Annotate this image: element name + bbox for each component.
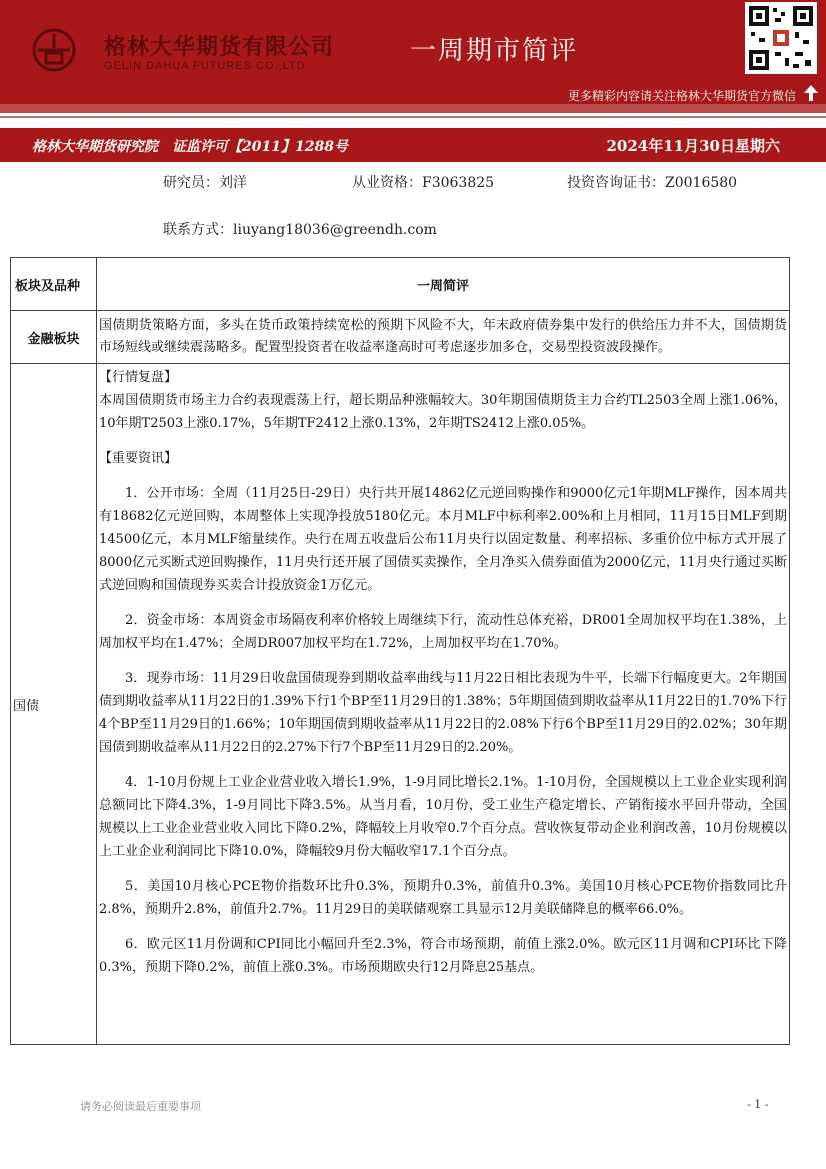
news-item-open-market: 1．公开市场：全周（11月25日-29日）央行共开展14862亿元逆回购操作和9000亿元1年期MLF操作，因本周共有18682亿元逆回购，本周整体上实现净投放5180亿元。本月MLF中标利率2.00%和上月相同，11月15日MLF到期14500亿元，本月MLF缩量续作。央行在周五收盘后公布11月央行以固定数量、利率招标、多重价位中标方式开展了8000亿元买断式逆回购操作，11月央行还开展了国债买卖操作，全月净买入债券面值为2000亿元，11月央行通过买断式逆回购和国债现券买卖合计投放资金1万亿元。	[99, 486, 787, 593]
weekly-review-table	[10, 257, 790, 1045]
news-section-title: 【重要资讯】	[99, 451, 178, 466]
bond-label: 国债	[11, 364, 97, 1045]
page-number: - 1 -	[747, 1098, 769, 1111]
institute-license: 格林大华期货研究院 证监许可【2011】1288号	[32, 139, 348, 155]
header-divider-thin	[0, 116, 826, 118]
news-item-money-market: 2．资金市场：本周资金市场隔夜利率价格较上周继续下行，流动性总体充裕，DR001全周加权平均在1.38%，上周加权平均在1.47%；全周DR007加权平均在1.72%，上周加权平均在1.70%。	[99, 613, 787, 651]
news-item-euro-cpi: 6．欧元区11月份调和CPI同比小幅回升至2.3%，符合市场预期，前值上涨2.0%。欧元区11月调和CPI环比下降0.3%，预期下降0.2%，前值上涨0.3%。市场预期欧央行12月降息25基点。	[99, 937, 787, 975]
report-date: 2024年11月30日星期六	[606, 137, 780, 155]
company-name-cn: 格林大华期货有限公司	[104, 35, 335, 60]
researcher-name: 研究员：刘洋	[163, 175, 247, 191]
finance-summary: 国债期货策略方面，多头在货币政策持续宽松的预期下风险不大，年末政府债券集中发行的供给压力并不大，国债期货市场短线或继续震荡略多。配置型投资者在收益率逢高时可考虑逐步加多仓，交易型投资波段操作。	[97, 311, 790, 364]
column-header-sector: 板块及品种	[11, 258, 97, 311]
up-arrow-icon	[803, 84, 819, 102]
table-row-finance	[11, 311, 790, 364]
company-name-en: GELIN DAHUA FUTURES CO.,LTD	[104, 60, 306, 72]
follow-wechat-text: 更多精彩内容请关注格林大华期货官方微信	[567, 89, 796, 103]
advisory-certificate: 投资咨询证书：Z0016580	[567, 175, 738, 191]
column-header-review: 一周简评	[97, 258, 790, 311]
company-logo-icon	[32, 28, 76, 72]
review-text: 本周国债期货市场主力合约表现震荡上行，超长期品种涨幅较大。30年期国债期货主力合约TL2503全周上涨1.06%，10年期T2503上涨0.17%，5年期TF2412上涨0.13%，2年期TS2412上涨0.05%。	[99, 393, 787, 431]
header-divider	[0, 104, 826, 113]
table-header-row	[11, 258, 790, 311]
qr-code-icon[interactable]	[745, 2, 817, 74]
finance-sector-label: 金融板块	[11, 311, 97, 364]
table-row-bond	[11, 364, 790, 1045]
news-item-spot-market: 3．现券市场：11月29日收盘国债现券到期收益率曲线与11月22日相比表现为牛平，长端下行幅度更大。2年期国债到期收益率从11月22日的1.39%下行1个BP至11月29日的1.38%；5年期国债到期收益率从11月22日的1.70%下行4个BP至11月29日的1.66%；10年期国债到期收益率从11月22日的2.08%下行6个BP至11月29日的2.02%；30年期国债到期收益率从11月22日的2.27%下行7个BP至11月29日的2.20%。	[99, 671, 787, 755]
contact-email: 联系方式：liuyang18036@greendh.com	[163, 222, 437, 238]
bond-review	[97, 364, 790, 1045]
report-title: 一周期市简评	[410, 36, 579, 66]
review-section-title: 【行情复盘】	[99, 370, 178, 385]
qualification-number: 从业资格：F3063825	[352, 175, 495, 191]
news-item-us-pce: 5．美国10月核心PCE物价指数环比升0.3%，预期升0.3%，前值升0.3%。美国10月核心PCE物价指数同比升2.8%，预期升2.8%，前值升2.7%。11月29日的美联储观察工具显示12月美联储降息的概率66.0%。	[99, 879, 787, 917]
footer-notice: 请务必阅读最后重要事项	[80, 1100, 201, 1113]
news-item-industrial: 4．1-10月份规上工业企业营业收入增长1.9%，1-9月同比增长2.1%。1-10月份，全国规模以上工业企业实现利润总额同比下降4.3%，1-9月同比下降3.5%。从当月看，10月份，受工业生产稳定增长、产销衔接水平回升带动，全国规模以上工业企业营业收入同比下降0.2%，降幅较上月收窄0.7个百分点。营收恢复带动企业利润改善，10月份规模以上工业企业利润同比下降10.0%，降幅较9月份大幅收窄17.1个百分点。	[99, 775, 787, 859]
